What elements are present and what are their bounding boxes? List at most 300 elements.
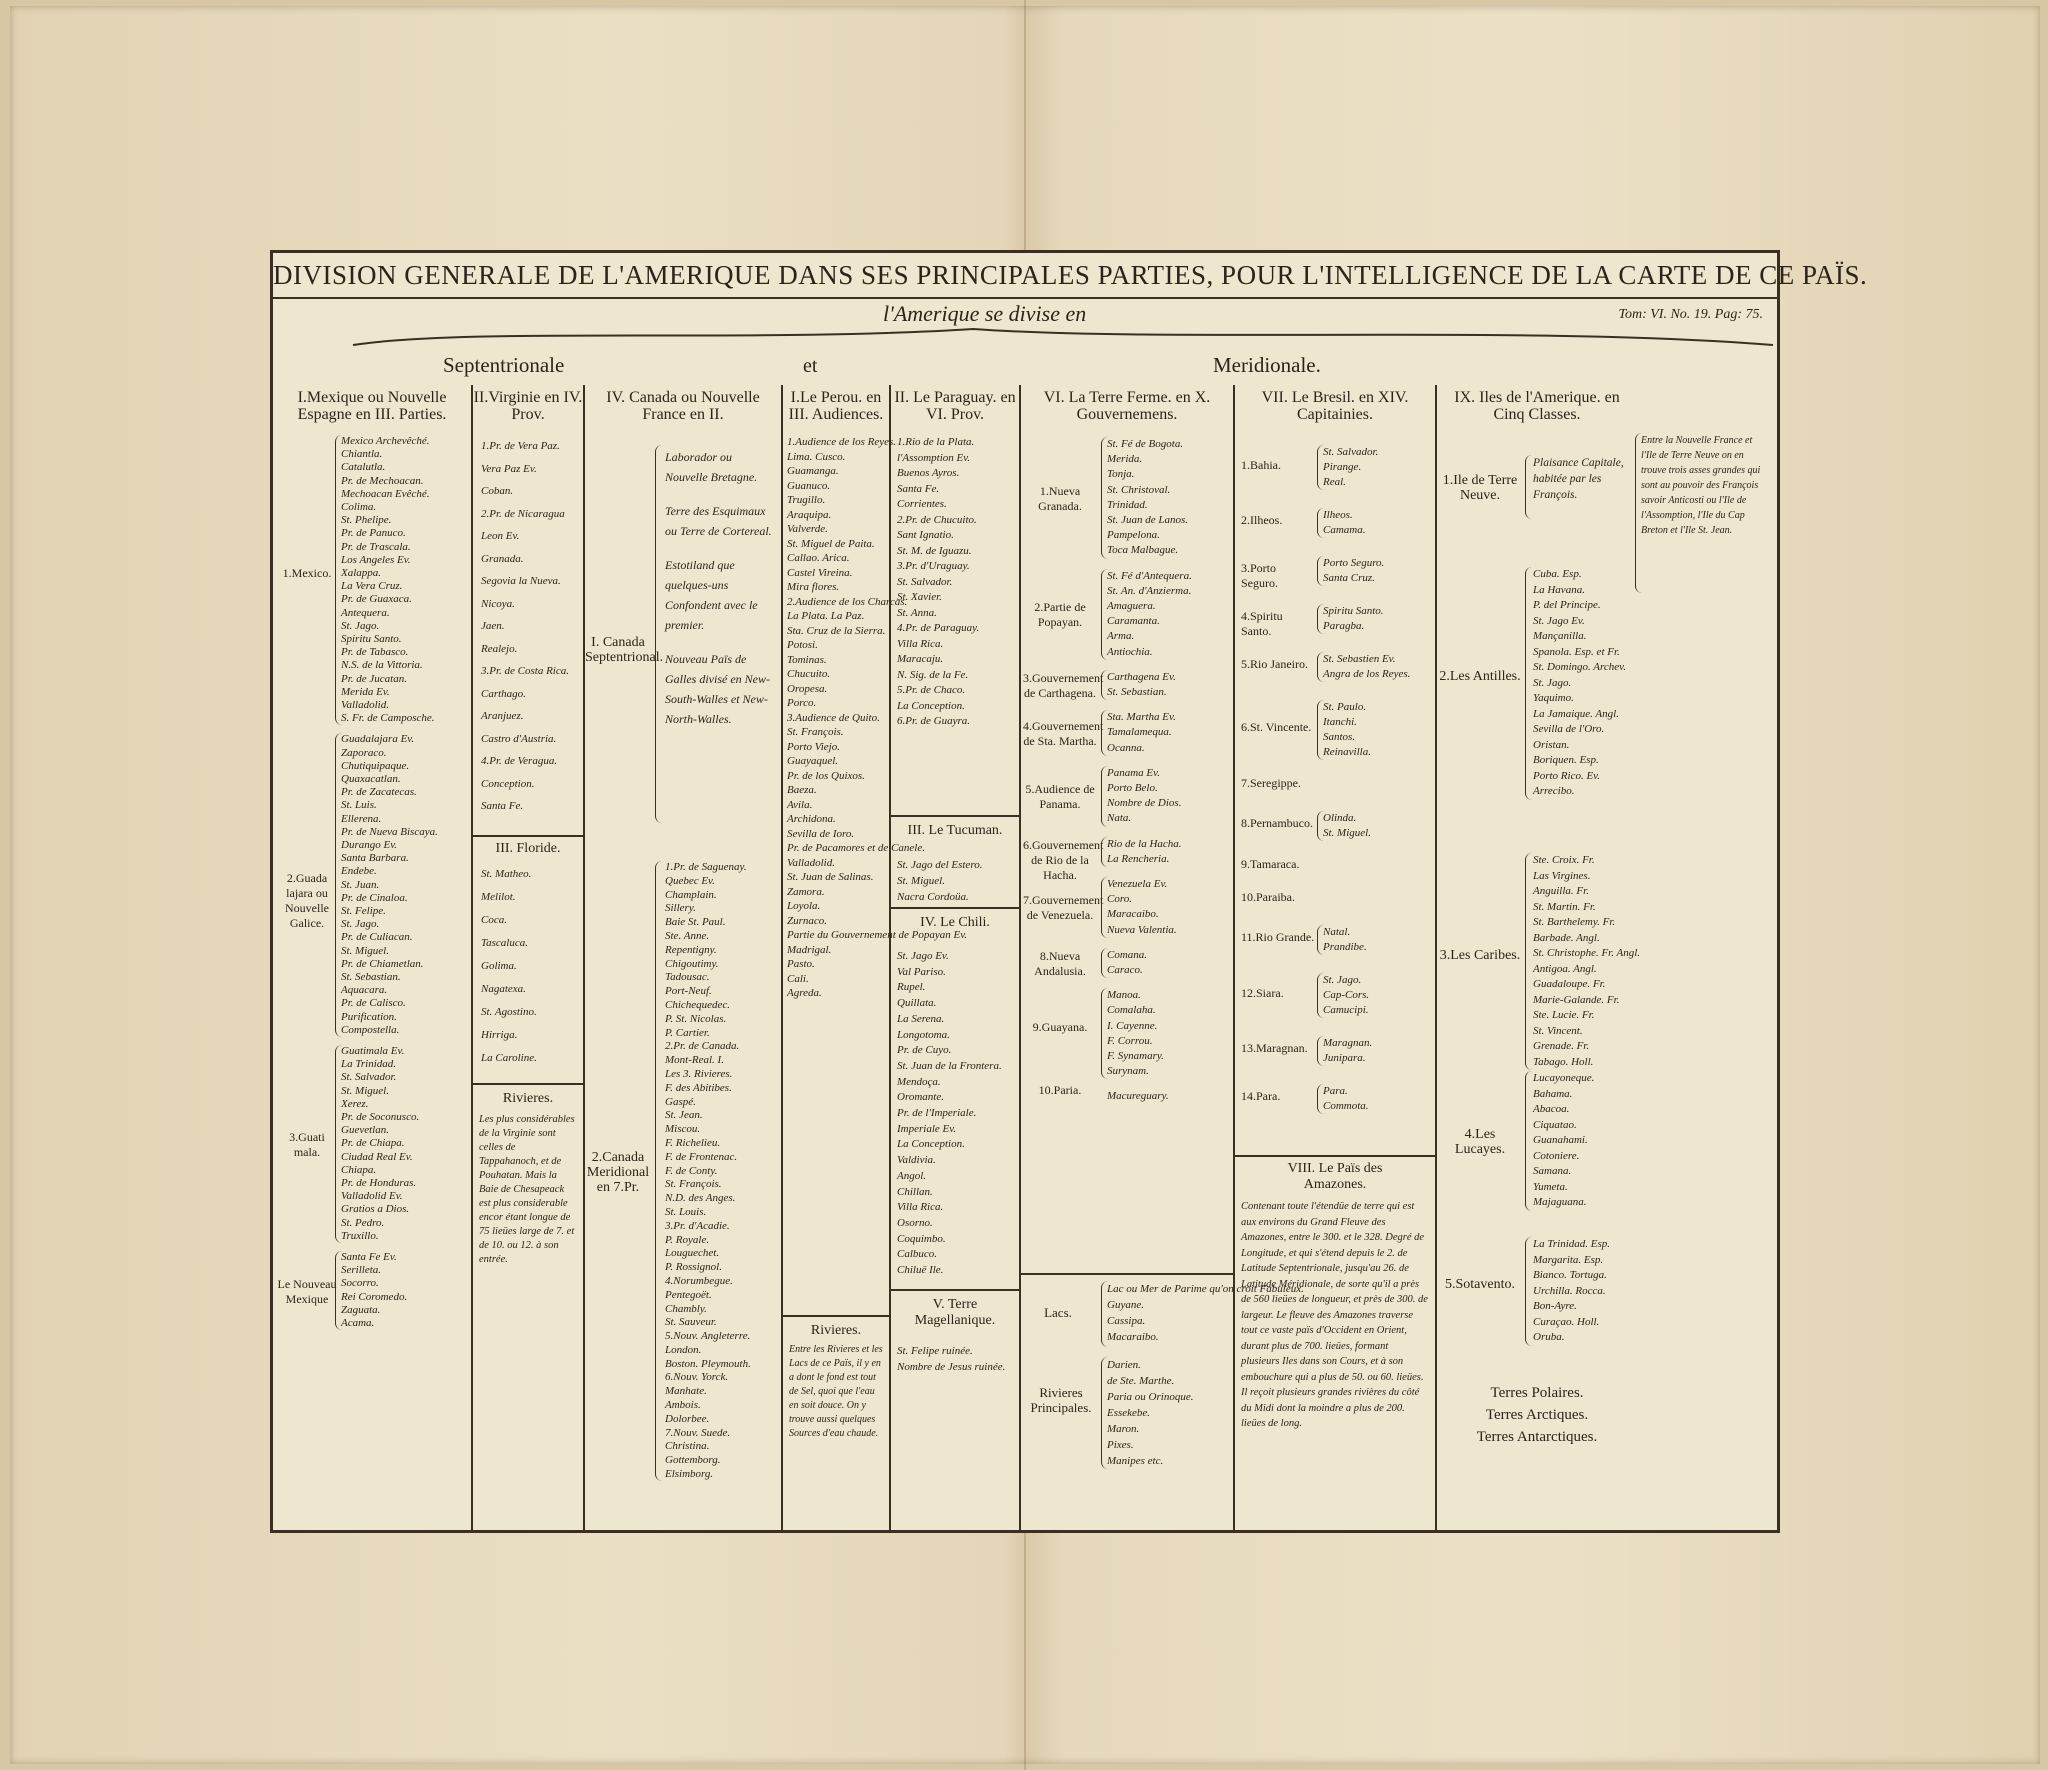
entry: Longotoma. — [897, 1028, 950, 1041]
entry: Santa Cruz. — [1323, 572, 1375, 584]
entry: Guamanga. — [787, 465, 839, 477]
entry: Pr. de Panuco. — [341, 527, 406, 540]
entry: Castro d'Austria. — [481, 732, 557, 745]
entry: Amaguera. — [1107, 600, 1156, 612]
entry: Porto Viejo. — [787, 740, 840, 753]
entry: Coro. — [1107, 893, 1132, 906]
entry: Chambly. — [665, 1302, 707, 1315]
entry: St. Matheo. — [481, 868, 532, 880]
entry: Chillan. — [897, 1185, 933, 1198]
entry: Coban. — [481, 485, 514, 497]
group-brace — [1525, 1071, 1532, 1211]
entry: Pr. de l'Imperiale. — [897, 1107, 977, 1120]
entry-list — [1107, 837, 1182, 867]
entry: Cotoniere. — [1533, 1149, 1580, 1162]
col-header: IV. Canada ou Nouvelle France en II. — [606, 389, 760, 423]
entry: Valladolid. — [787, 856, 835, 869]
entry: St. Salvador. — [341, 1071, 397, 1084]
entry: Valdivia. — [897, 1154, 936, 1167]
entry: Nueva Valentia. — [1107, 923, 1177, 936]
section-divider — [1021, 1273, 1233, 1275]
entry: La Havana. — [1533, 583, 1585, 596]
entry: St. Salvador. — [897, 575, 953, 588]
entry: 3.Pr. d'Uraguay. — [897, 560, 970, 572]
entry-list — [1533, 853, 1640, 1070]
entry: Gottemborg. — [665, 1454, 721, 1467]
entry: Essekebe. — [1107, 1407, 1151, 1419]
entry: St. Juan de Salinas. — [787, 871, 874, 883]
entry: Zaporaco. — [341, 746, 387, 759]
group-name: 10.Paria. — [1038, 1083, 1082, 1097]
entry: Margarita. Esp. — [1533, 1253, 1604, 1266]
entry: Araquipa. — [787, 508, 832, 521]
entry: 1.Pr. de Saguenay. — [665, 861, 747, 873]
section-divider — [891, 907, 1019, 909]
entry: St. Paulo. — [1323, 701, 1367, 713]
entry: Gaspé. — [665, 1095, 696, 1108]
entry: St. Christophe. Fr. Angl. — [1533, 947, 1641, 959]
entry: Camucipi. — [1323, 1004, 1369, 1016]
entry: Conception. — [481, 777, 535, 790]
entry: Antiochia. — [1107, 645, 1153, 658]
entry: Panama Ev. — [1107, 766, 1160, 779]
entry: Chigoutimy. — [665, 957, 719, 970]
section-divider — [891, 815, 1019, 817]
entry: Paragba. — [1323, 620, 1365, 632]
group-name: 4.Gouvernement de Sta. Martha. — [1023, 719, 1104, 748]
tome-reference: Tom: VI. No. 19. Pag: 75. — [1618, 307, 1763, 322]
entry: St. François. — [787, 726, 844, 738]
group-name: 8.Pernambuco. — [1241, 816, 1313, 830]
entry: Villa Rica. — [897, 637, 944, 650]
entry: Repentigny. — [665, 943, 717, 956]
entry: 2.Pr. de Chucuito. — [897, 513, 977, 526]
entry: Potosi. — [787, 639, 818, 651]
entry: Pr. de Tabasco. — [341, 646, 409, 659]
entry: Mexico Archevêché. — [341, 435, 430, 447]
entry: Ocanna. — [1107, 741, 1145, 754]
entry: Carthagena Ev. — [1107, 670, 1176, 683]
entry: Tominas. — [787, 653, 827, 666]
entry: Lima. Cusco. — [787, 450, 846, 463]
entry: Chutiquipaque. — [341, 759, 410, 772]
entry: Pr. de Trascala. — [341, 540, 411, 553]
entry: Chiapa. — [341, 1163, 377, 1176]
group-name: 7.Gouvernement de Venezuela. — [1023, 893, 1104, 923]
plate-title: DIVISION GENERALE DE L'AMERIQUE DANS SES PRINCIPALES PARTIES, POUR L'INTELLIGENCE DE LA CARTE DE CE PAÏS. — [273, 253, 1777, 299]
entry: Val Pariso. — [897, 965, 946, 978]
entry-list — [341, 1045, 419, 1243]
entry: Porto Belo. — [1107, 782, 1158, 794]
entry: Guatimala Ev. — [341, 1045, 405, 1057]
group-name: 12.Siara. — [1241, 985, 1284, 1000]
entry: St. Jago Ev. — [897, 950, 949, 962]
entry: Reinavilla. — [1323, 746, 1371, 758]
entry: 4.Norumbegue. — [665, 1274, 733, 1287]
entry: La Jamaique. Angl. — [1533, 707, 1619, 720]
entry: Paria ou Orinoque. — [1107, 1391, 1194, 1403]
group-name: 4.Spiritu Santo. — [1241, 609, 1283, 638]
col-canada — [585, 385, 783, 1530]
entry: Sant Ignatio. — [897, 529, 954, 541]
entry: Chucuito. — [787, 668, 831, 680]
entry-list — [897, 435, 979, 730]
entry-list — [1323, 556, 1384, 586]
entry: Los Angeles Ev. — [341, 553, 411, 566]
entry: St. Jago. — [341, 918, 380, 931]
entry: 3.Pr. de Costa Rica. — [481, 665, 569, 677]
entry: I. Cayenne. — [1107, 1019, 1158, 1032]
entry: 2.Pr. de Nicaragua — [481, 507, 565, 520]
entry: St. Salvador. — [1323, 446, 1379, 458]
entry: Santa Fe Ev. — [341, 1251, 397, 1263]
entry: Boston. Pleymouth. — [665, 1357, 751, 1370]
entry: Tabago. Holl. — [1533, 1055, 1594, 1068]
entry: Cali. — [787, 972, 809, 985]
entry-list — [1323, 973, 1369, 1018]
group-name: 9.Tamaraca. — [1241, 856, 1300, 871]
entry: St. Fé d'Antequera. — [1107, 569, 1192, 582]
entry: Baie St. Paul. — [665, 916, 726, 929]
entry: Prandibe. — [1323, 941, 1367, 953]
entry: Anguilla. Fr. — [1533, 885, 1589, 897]
entry: Baeza. — [787, 784, 817, 796]
entry: Agreda. — [787, 987, 822, 999]
south-half-label: Meridionale. — [1213, 353, 1321, 377]
entry: St. Vincent. — [1533, 1024, 1583, 1037]
entry: Pasto. — [787, 958, 815, 970]
entry: Ambois. — [665, 1399, 701, 1412]
entry: Acama. — [341, 1317, 375, 1330]
col-header: II.Virginie en IV. Prov. — [473, 389, 583, 423]
entry: Dolorbee. — [665, 1412, 710, 1425]
group-name: 2.Canada Meridional en 7.Pr. — [586, 1150, 650, 1195]
entry: Ciquatao. — [1533, 1118, 1577, 1131]
entry: La Trinidad. Esp. — [1533, 1238, 1611, 1250]
division-table — [273, 385, 1777, 1530]
entry: Pr. de Pacamores et de Canele. — [787, 842, 925, 854]
subtitle: l'Amerique se divise en — [883, 301, 1087, 326]
group-name: 5.Sotavento. — [1445, 1277, 1515, 1293]
entry: Bianco. Tortuga. — [1533, 1269, 1607, 1281]
entry: P. St. Nicolas. — [665, 1012, 727, 1025]
entry: Maron. — [1107, 1423, 1140, 1435]
entry: Terre des Esquimaux ou Terre de Cortereal. — [665, 504, 772, 538]
entry: Maracaju. — [897, 653, 944, 665]
entry: Segovia la Nueva. — [481, 575, 561, 587]
entry: Compostella. — [341, 1023, 400, 1036]
entry: Spiritu Santo. — [341, 633, 402, 646]
entry: Ciudad Real Ev. — [341, 1150, 413, 1163]
chili-header: IV. Le Chili. — [920, 915, 990, 930]
entry: 6.Nouv. Yorck. — [665, 1371, 729, 1384]
entry: St. Felipe. — [341, 905, 386, 918]
entry-list — [481, 435, 569, 818]
entry: 5.Pr. de Chaco. — [897, 684, 966, 696]
group-name: 2.Les Antilles. — [1439, 669, 1521, 685]
conjunction-label: et — [803, 355, 818, 377]
entry: Majaguana. — [1533, 1196, 1587, 1208]
entry: Nicoya. — [481, 597, 515, 610]
entry: Xerez. — [341, 1097, 369, 1110]
col-bresil — [1235, 385, 1437, 1530]
entry: St. Xavier. — [897, 591, 942, 603]
entry: Valladolid Ev. — [341, 1190, 403, 1203]
entry: N.D. des Anges. — [665, 1192, 736, 1205]
entry: Abacoa. — [1533, 1103, 1570, 1115]
entry: St. Christoval. — [1107, 483, 1171, 496]
entry: Guayaquel. — [787, 755, 839, 767]
entry: Antequera. — [341, 606, 390, 619]
entry: Nagatexa. — [481, 983, 526, 995]
entry: Miscou. — [665, 1123, 701, 1136]
entry: St. Agostino. — [481, 1006, 537, 1018]
amazones-text: Contenant toute l'étendüe de terre qui est aux environs du Grand Fleuve des Amazones, entre le 300. et le 328. Degré de Longitude, et qui s'étend depuis le 2. de Latitude Septentrionale, jusqu'au 26. de Latitude Méridionale, de sorte qu'il a près de 560 lieües de longueur, et près de 300. de largeur. Le fleuve des Amazones traverse tout ce vaste païs d'Occident en Orient, durant plus de 700. lieües, formant plusieurs Iles dans son Cours, et à son embouchure qui a plus de 50. ou 60. lieües. Il reçoit plusieurs grandes rivières du côté du Midi dont la moindre a plus de 200. lieües de long. — [1241, 1201, 1428, 1429]
entry: St. Martin. Fr. — [1533, 900, 1596, 913]
entry: 4.Pr. de Paraguay. — [897, 622, 980, 634]
entry: Pr. de los Quixos. — [787, 769, 865, 782]
entry: St. Juan de la Frontera. — [897, 1059, 1002, 1072]
entry: Guanuco. — [787, 479, 831, 492]
entry: St. Miguel de Paita. — [787, 537, 875, 550]
entry: Estotiland que quelques-uns Confondent avec le premier. — [665, 558, 758, 632]
group-name: 2.Partie de Popayan. — [1034, 600, 1086, 630]
entry: Melilot. — [481, 891, 516, 903]
entry: Xalappa. — [341, 567, 382, 580]
entry-list — [1533, 1071, 1594, 1211]
entry: Cuba. Esp. — [1533, 568, 1582, 580]
entry: St. Juan. — [341, 878, 380, 891]
entry: Manhate. — [665, 1385, 707, 1398]
entry: Chichequedec. — [665, 998, 731, 1011]
entry: St. Sebastien Ev. — [1323, 653, 1396, 665]
col-header: I.Mexique ou Nouvelle Espagne en III. Parties. — [297, 389, 447, 423]
entry: Zurnaco. — [787, 914, 828, 927]
entry: Itanchi. — [1323, 716, 1357, 728]
group-name: 6.Gouvernement de Rio de la Hacha. — [1023, 837, 1104, 882]
group-name: 14.Para. — [1241, 1089, 1281, 1103]
entry: St. Miguel. — [1323, 827, 1371, 839]
group-name: 7.Seregippe. — [1241, 775, 1301, 790]
entry: Mendoça. — [897, 1075, 941, 1088]
entry-list — [897, 1343, 1005, 1375]
group-name: 13.Maragnan. — [1241, 1041, 1308, 1055]
entry: Nata. — [1107, 812, 1132, 825]
entry: Les 3. Rivieres. — [665, 1067, 733, 1080]
entry: Bahama. — [1533, 1087, 1573, 1100]
group-brace — [1525, 1237, 1532, 1346]
entry: Curaçao. Holl. — [1533, 1315, 1600, 1328]
group-name: 3.Gouvernement de Carthagena. — [1023, 671, 1104, 700]
entry: Zaguata. — [341, 1303, 381, 1316]
entry: Grenade. Fr. — [1533, 1040, 1590, 1052]
entry: Elsimborg. — [665, 1468, 714, 1481]
entry-list — [1107, 766, 1181, 827]
entry: Colima. — [341, 501, 377, 514]
entry-list — [1323, 1084, 1369, 1114]
entry: Comalaha. — [1107, 1004, 1156, 1017]
entry: P. Rossignol. — [665, 1261, 722, 1274]
entry: St. Barthelemy. Fr. — [1533, 916, 1616, 928]
entry-list — [1323, 445, 1378, 490]
entry: Mira flores. — [787, 581, 840, 593]
entry: Pr. de Chiapa. — [341, 1137, 405, 1150]
entry: Las Virgines. — [1533, 869, 1591, 882]
entry: Darien. — [1107, 1359, 1141, 1371]
group-brace — [1525, 567, 1532, 800]
entry: F. de Frontenac. — [665, 1150, 738, 1163]
entry: Champlain. — [665, 888, 717, 901]
entry: Guyane. — [1107, 1299, 1144, 1311]
group-name: 11.Rio Grande. — [1241, 930, 1315, 944]
entry: La Rencheria. — [1107, 852, 1170, 865]
col-iles — [1437, 385, 1777, 1530]
entry: Sillery. — [665, 902, 696, 915]
entry: Nacra Cordoüa. — [897, 891, 969, 903]
group-name: 9.Guayana. — [1032, 1019, 1088, 1034]
entry-list — [1533, 455, 1625, 503]
entry: P. Cartier. — [665, 1026, 710, 1039]
entry: Granada. — [481, 552, 524, 565]
entry: Antigoa. Angl. — [1533, 962, 1597, 975]
entry: l'Assomption Ev. — [897, 451, 971, 464]
col-header: IX. Iles de l'Amerique. en Cinq Classes. — [1454, 389, 1620, 423]
entry: Caramanta. — [1107, 615, 1160, 628]
rivieres-text: Entre les Rivieres et les Lacs de ce Païs, il y en a dont le fond est tout de Sel, quoi que l'eau en soit douce. On y trouve aussi quelques Sources d'eau chaude. — [789, 1344, 883, 1439]
entry: Tamalamequa. — [1107, 726, 1172, 739]
subheading — [273, 299, 1777, 399]
polar-lands-label: Terres Antarctiques. — [1476, 1429, 1598, 1445]
entry: Bon-Ayre. — [1533, 1300, 1577, 1312]
magellanique-header: V. Terre Magellanique. — [914, 1297, 996, 1328]
entry: Spiritu Santo. — [1323, 605, 1384, 617]
entry: Santa Barbara. — [341, 852, 409, 865]
entry: Lucayoneque. — [1533, 1072, 1595, 1084]
entry: Trinidad. — [1107, 498, 1148, 511]
entry: Angol. — [897, 1169, 927, 1182]
entry: Oristan. — [1533, 738, 1570, 751]
entry: Serilleta. — [341, 1264, 382, 1277]
entry: Angra de los Reyes. — [1323, 668, 1411, 680]
entry: Vera Paz Ev. — [481, 462, 537, 475]
entry: 2.Audience de los Charcas. — [787, 595, 908, 608]
entry: La Vera Cruz. — [341, 580, 403, 593]
entry: de Ste. Marthe. — [1107, 1375, 1175, 1387]
entry: Comana. — [1107, 948, 1148, 961]
entry-list — [1107, 710, 1176, 756]
entry: Spanola. Esp. et Fr. — [1533, 645, 1620, 658]
rivieres-header: Rivieres. — [810, 1323, 862, 1338]
entry: Porco. — [787, 697, 817, 709]
entry: Caraco. — [1107, 964, 1143, 976]
entry: Golima. — [481, 960, 517, 972]
floride-header: III. Floride. — [495, 841, 561, 856]
entry: Louguechet. — [665, 1247, 720, 1260]
entry: Quebec Ev. — [665, 874, 715, 887]
entry-list — [1533, 567, 1626, 800]
entry: Realejo. — [481, 642, 518, 655]
entry: Ellerena. — [341, 812, 382, 825]
entry: Pr. de Cuyo. — [897, 1044, 952, 1057]
entry: Manipes etc. — [1107, 1455, 1164, 1467]
entry: Pampelona. — [1107, 529, 1160, 542]
entry: P. del Principe. — [1533, 599, 1601, 611]
entry: Pr. de Calisco. — [341, 997, 406, 1010]
entry: Pr. de Honduras. — [341, 1177, 417, 1190]
entry-list — [1323, 700, 1371, 760]
entry: Ste. Lucie. Fr. — [1533, 1009, 1595, 1021]
entry: Tonja. — [1107, 468, 1135, 481]
entry: Guevetlan. — [341, 1124, 389, 1137]
entry-list — [1107, 569, 1192, 660]
entry: P. Royale. — [665, 1233, 710, 1246]
entry: Nombre de Jesus ruinée. — [897, 1361, 1006, 1373]
entry: Cassipa. — [1107, 1315, 1146, 1327]
entry-list — [1323, 1036, 1372, 1066]
entry: Port-Neuf. — [665, 985, 712, 998]
entry: Santa Fe. — [481, 800, 524, 812]
entry: Chiluë Ile. — [897, 1264, 944, 1277]
entry: Camama. — [1323, 524, 1366, 536]
group-name: 8.Nueva Andalusia. — [1034, 949, 1086, 978]
group-name: 10.Paraiba. — [1241, 889, 1295, 904]
entry: Mechoacan Evêché. — [341, 487, 430, 500]
entry: Venezuela Ev. — [1107, 878, 1168, 890]
group-name: 2.Guada lajara ou Nouvelle Galice. — [285, 871, 329, 931]
entry: Partie du Gouvernement de Popayan Ev. — [787, 929, 968, 941]
entry: St. Anna. — [897, 606, 937, 619]
entry: St. M. de Iguazu. — [897, 544, 972, 557]
entry: Pentegoët. — [665, 1288, 712, 1301]
col-header: VI. La Terre Ferme. en X. Gouvernemens. — [1043, 389, 1211, 423]
entry: F. Richelieu. — [665, 1136, 721, 1149]
entry: Carthago. — [481, 687, 526, 700]
entry: Natal. — [1323, 926, 1351, 938]
entry: Valverde. — [787, 523, 828, 535]
entry: La Plata. La Paz. — [787, 610, 865, 622]
group-brace — [655, 445, 662, 823]
section-divider — [473, 1083, 583, 1085]
entry: Gratios a Dios. — [341, 1203, 410, 1216]
group-name: 6.St. Vincente. — [1241, 720, 1312, 734]
entry: 6.Pr. de Guayra. — [897, 715, 971, 727]
entry: Pr. de Soconusco. — [341, 1111, 420, 1124]
group-brace — [1525, 455, 1532, 519]
entry: Arma. — [1107, 630, 1135, 643]
entry: Para. — [1323, 1085, 1348, 1097]
entry: Rupel. — [897, 981, 926, 994]
group-name: 3.Les Caribes. — [1439, 947, 1521, 963]
entry: Guadaloupe. Fr. — [1533, 978, 1606, 990]
entry: La Serena. — [897, 1012, 945, 1025]
entry: Archidona. — [787, 813, 836, 825]
entry: Arrecibo. — [1533, 785, 1575, 797]
entry: Villa Rica. — [897, 1201, 944, 1214]
entry: St. Felipe ruinée. — [897, 1345, 973, 1357]
main-brace — [273, 319, 1777, 349]
entry: St. Jago del Estero. — [897, 859, 983, 871]
col-header: I.Le Perou. en III. Audiences. — [788, 389, 884, 423]
entry-list — [1107, 948, 1147, 978]
col-header: II. Le Paraguay. en VI. Prov. — [894, 389, 1016, 423]
entry: Quillata. — [897, 997, 937, 1010]
group-name: 1.Mexico. — [282, 566, 332, 581]
entry-list — [341, 1251, 407, 1330]
entry: St. Miguel. — [341, 1084, 389, 1097]
entry: Trugillo. — [787, 494, 826, 506]
col-mexique — [273, 385, 473, 1530]
entry: Imperiale Ev. — [897, 1122, 957, 1135]
